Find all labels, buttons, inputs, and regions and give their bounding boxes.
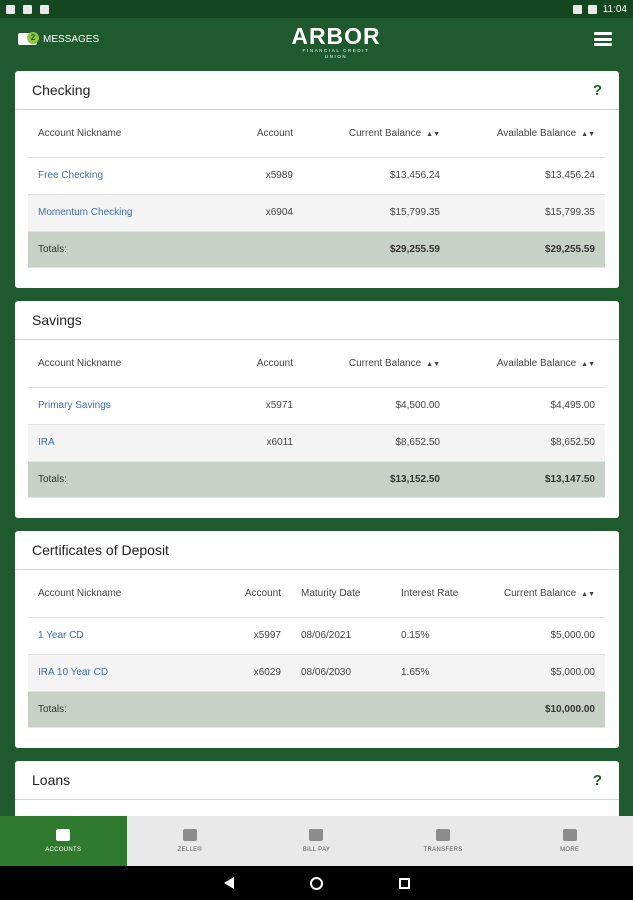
table-row[interactable]: Free Checking x5989 $13,456.24 $13,456.24 [28,157,605,194]
table-row[interactable]: Momentum Checking x6904 $15,799.35 $15,799.35 [28,194,605,231]
recents-icon[interactable] [399,878,410,889]
notification-icon [23,5,32,14]
wifi-icon [573,5,582,14]
notification-icon [6,5,15,14]
column-header: Maturity Date [291,571,391,617]
status-bar [0,0,633,18]
table-row[interactable]: IRA x6011 $8,652.50 $8,652.50 [28,424,605,461]
nav-more[interactable]: MORE [506,816,633,866]
transfers-icon [436,829,450,841]
arbor-logo: ARBOR FINANCIAL CREDIT UNION [291,23,381,59]
totals-row: Totals: $10,000.00 [28,691,605,727]
checking-card [15,71,619,288]
help-icon[interactable]: ? [592,81,602,99]
savings-card [15,301,619,518]
card-title: Savings [32,312,82,328]
menu-icon[interactable] [594,32,612,46]
messages-button[interactable] [18,33,99,45]
account-link[interactable]: IRA [28,424,228,461]
sort-icon: ▲▼ [581,361,595,369]
column-header: Account [228,111,303,157]
column-header[interactable]: Available Balance ▲▼ [450,111,605,157]
home-icon[interactable] [310,877,323,890]
column-header[interactable]: Current Balance ▲▼ [303,341,450,387]
column-header: Account Nickname [28,571,204,617]
mail-icon [18,33,37,45]
table-row[interactable]: 1 Year CD x5997 08/06/2021 0.15% $5,000.00 [28,617,605,654]
sort-icon: ▲▼ [426,131,440,139]
card-title: Checking [32,82,91,98]
card-title: Loans [32,772,71,788]
totals-row: Totals: $13,152.50 $13,147.50 [28,461,605,497]
column-header: Account Nickname [28,111,228,157]
column-header: Account [228,341,303,387]
column-header: Interest Rate [391,571,481,617]
back-icon[interactable] [224,877,234,889]
more-icon [563,829,577,841]
table-header-row [28,341,605,387]
card-title: Certificates of Deposit [32,542,169,558]
cd-table [28,571,605,728]
sort-icon: ▲▼ [426,361,440,369]
account-link[interactable]: IRA 10 Year CD [28,654,204,691]
notification-icon [40,5,49,14]
column-header[interactable]: Current Balance ▲▼ [303,111,450,157]
system-navigation-bar [0,866,633,900]
nav-bill-pay[interactable]: BILL PAY [253,816,380,866]
sort-icon: ▲▼ [581,591,595,599]
zelle-icon [183,829,197,841]
column-header: Account Nickname [28,341,228,387]
account-link[interactable]: Free Checking [28,157,228,194]
table-header-row [28,571,605,617]
account-link[interactable]: Momentum Checking [28,194,228,231]
totals-row: Totals: $29,255.59 $29,255.59 [28,231,605,267]
accounts-list[interactable] [0,64,633,816]
accounts-icon [56,829,70,841]
messages-badge: 2 [27,32,39,44]
bottom-nav [0,816,633,866]
messages-label: MESSAGES [43,33,100,45]
sort-icon: ▲▼ [581,131,595,139]
clock: 11:04 [602,3,627,15]
app-header [0,18,633,64]
table-row[interactable]: Primary Savings x5971 $4,500.00 $4,495.00 [28,387,605,424]
cd-card [15,531,619,748]
battery-icon [588,5,597,14]
savings-table [28,341,605,498]
loans-card [15,761,619,816]
column-header: Account [204,571,291,617]
nav-zelle[interactable]: ZELLE® [127,816,254,866]
account-link[interactable]: Primary Savings [28,387,228,424]
table-row[interactable]: IRA 10 Year CD x6029 08/06/2030 1.65% $5,000.00 [28,654,605,691]
account-link[interactable]: 1 Year CD [28,617,204,654]
help-icon[interactable]: ? [592,771,602,789]
table-header-row [28,111,605,157]
nav-accounts[interactable]: ACCOUNTS [0,816,127,866]
nav-transfers[interactable]: TRANSFERS [380,816,507,866]
column-header[interactable]: Current Balance ▲▼ [481,571,605,617]
bill-pay-icon [309,829,323,841]
checking-table [28,111,605,268]
column-header[interactable]: Available Balance ▲▼ [450,341,605,387]
